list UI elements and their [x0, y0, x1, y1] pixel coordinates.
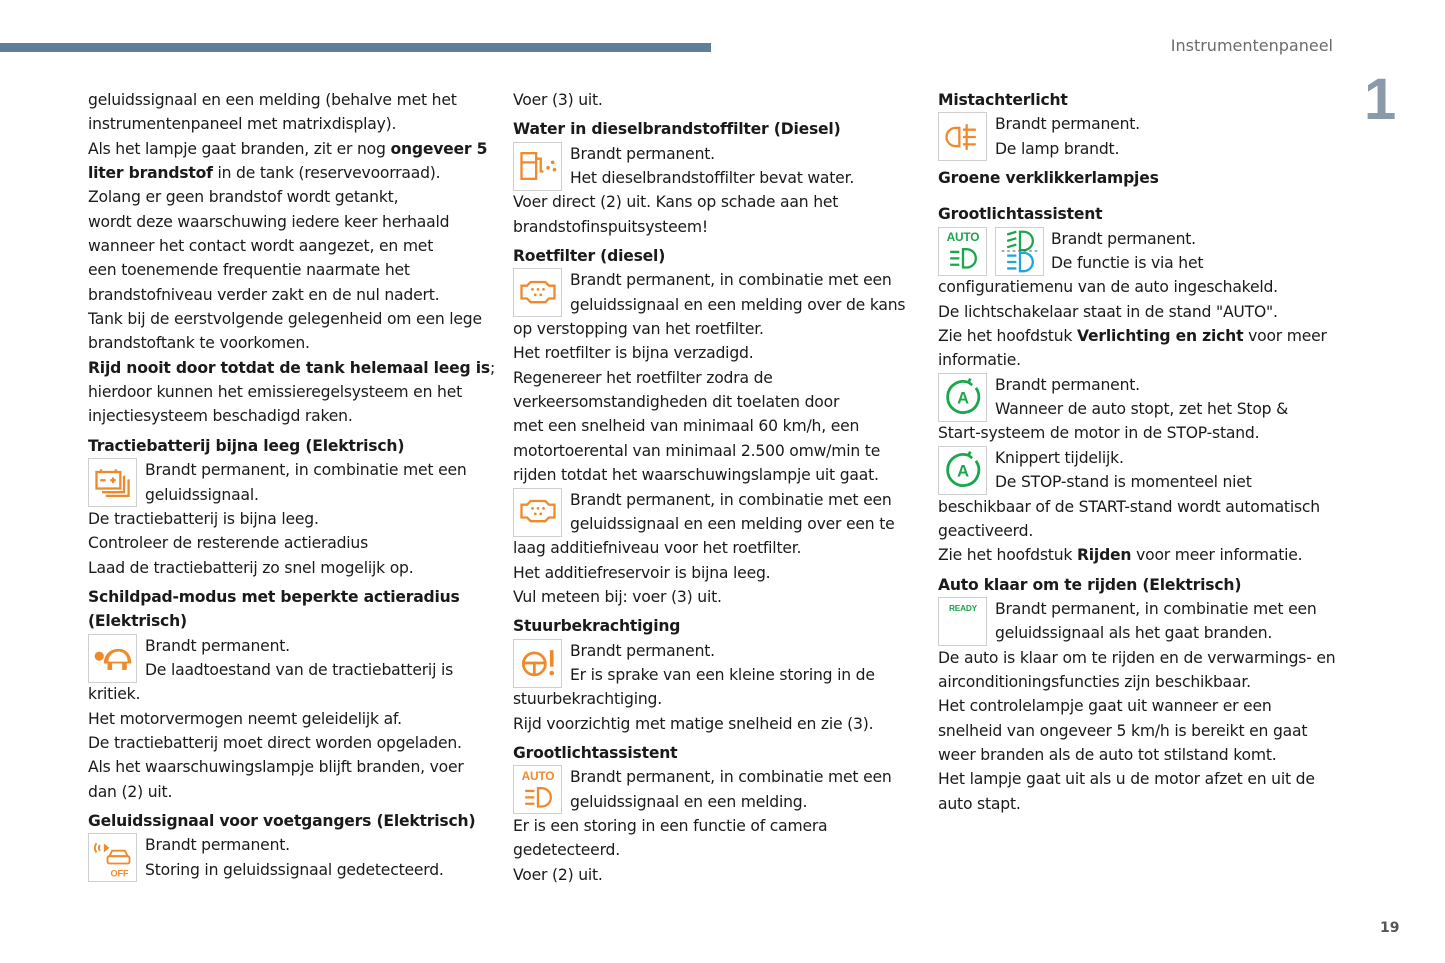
- text-line: De functie is via het: [1051, 254, 1204, 273]
- text-line: geluidssignaal.: [145, 485, 259, 504]
- warning-light-entry: [513, 142, 933, 239]
- text-line: configuratiemenu van de auto ingeschakeld.: [938, 278, 1278, 297]
- bold-text: Rijden: [1076, 546, 1132, 565]
- text-span: ;: [489, 358, 496, 377]
- paragraph: [513, 88, 933, 112]
- text-line: Stuurbekrachtiging: [513, 617, 681, 636]
- auto-high-beam-orange-icon: [513, 765, 562, 814]
- icon-label: AUTO: [521, 768, 554, 783]
- text-line: Grootlichtassistent: [513, 743, 678, 762]
- text-span: Zie het hoofdstuk: [938, 327, 1077, 346]
- text-line: Er is sprake van een kleine storing in de: [570, 665, 875, 684]
- text-line: Brandt permanent, in combinatie met een: [570, 768, 892, 787]
- section-title: Instrumentenpaneel: [1170, 36, 1333, 55]
- text-line: dan (2) uit.: [88, 782, 173, 801]
- text-line: Brandt permanent.: [995, 375, 1140, 394]
- text-line: geluidssignaal als het gaat branden.: [995, 624, 1273, 643]
- text-line: Water in dieselbrandstoffilter (Diesel): [513, 120, 841, 139]
- text-line: De lichtschakelaar staat in de stand "AUTO".: [938, 302, 1278, 321]
- warning-light-entry: [88, 833, 508, 882]
- text-line: geluidssignaal en een melding.: [570, 792, 808, 811]
- icon-label: OFF: [110, 868, 128, 879]
- water-in-fuel-icon: [513, 142, 562, 191]
- text-line: Rijd voorzichtig met matige snelheid en zie (3).: [513, 714, 874, 733]
- text-span: Zie het hoofdstuk: [938, 546, 1077, 565]
- text-line: (Elektrisch): [88, 612, 187, 631]
- column-2: [513, 88, 933, 887]
- text-line: Brandt permanent, in combinatie met een: [145, 461, 467, 480]
- section-heading: [938, 88, 1358, 112]
- text-line: verkeersomstandigheden dit toelaten door: [513, 393, 840, 412]
- text-line: geluidssignaal en een melding over de kans: [570, 295, 906, 314]
- text-line: Het lampje gaat uit als u de motor afzet en uit de: [938, 770, 1315, 789]
- ready-icon: [938, 597, 987, 646]
- warning-light-entry: [938, 597, 1358, 816]
- text-line: Het dieselbrandstoffilter bevat water.: [570, 169, 855, 188]
- text-line: Brandt permanent, in combinatie met een: [570, 271, 892, 290]
- text-line: Brandt permanent, in combinatie met een: [995, 599, 1317, 618]
- bold-text: Verlichting en zicht: [1076, 327, 1244, 346]
- text-line: injectiesysteem beschadigd raken.: [88, 407, 353, 426]
- stop-start-icon: [938, 373, 987, 422]
- text-line: Vul meteen bij: voer (3) uit.: [513, 587, 722, 606]
- text-line: Het motorvermogen neemt geleidelijk af.: [88, 709, 402, 728]
- icon-label: READY: [948, 604, 977, 614]
- text-line: De lamp brandt.: [995, 139, 1120, 158]
- svg-text:A: A: [956, 389, 969, 408]
- text-line: Regenereer het roetfilter zodra de: [513, 368, 773, 387]
- text-line: informatie.: [938, 351, 1021, 370]
- warning-light-entry: [513, 268, 933, 487]
- text-span: Als het lampje gaat branden, zit er nog: [88, 139, 391, 158]
- page-number: 19: [1380, 920, 1400, 936]
- text-line: motortoerental van minimaal 2.500 omw/min te: [513, 441, 881, 460]
- warning-light-entry: [88, 634, 508, 804]
- text-line: Brandt permanent.: [1051, 229, 1196, 248]
- section-heading: [88, 585, 508, 634]
- paragraph: [88, 356, 508, 429]
- text-line: Brandt permanent, in combinatie met een: [570, 490, 892, 509]
- text-line: Brandt permanent.: [145, 836, 290, 855]
- warning-light-entry: [513, 765, 933, 887]
- warning-light-entry: [513, 488, 933, 610]
- bold-text: Rijd nooit door totdat de tank helemaal leeg is: [88, 358, 490, 377]
- text-line: Start-systeem de motor in de STOP-stand.: [938, 424, 1260, 443]
- text-line: [88, 137, 508, 161]
- text-line: wanneer het contact wordt aangezet, en met: [88, 237, 434, 256]
- text-span: voor meer informatie.: [1131, 546, 1303, 565]
- svg-text:A: A: [956, 462, 969, 481]
- text-line: geluidssignaal en een melding over een te: [570, 514, 895, 533]
- text-line: brandstoftank te voorkomen.: [88, 334, 310, 353]
- text-line: De tractiebatterij moet direct worden opgeladen.: [88, 733, 462, 752]
- text-span: in de tank (reservevoorraad).: [212, 164, 441, 183]
- text-line: Voer (2) uit.: [513, 865, 603, 884]
- warning-light-entry: [88, 458, 508, 580]
- warning-light-entry: [938, 227, 1358, 373]
- text-line: Grootlichtassistent: [938, 205, 1103, 224]
- text-line: airconditioningsfuncties zijn beschikbaar.: [938, 672, 1251, 691]
- text-line: Mistachterlicht: [938, 91, 1068, 109]
- text-line: Als het waarschuwingslampje blijft branden, voer: [88, 758, 464, 777]
- power-steering-icon: [513, 639, 562, 688]
- paragraph: [88, 307, 508, 356]
- text-line: Storing in geluidssignaal gedetecteerd.: [145, 860, 444, 879]
- rear-fog-light-icon: [938, 112, 987, 161]
- text-line: wordt deze waarschuwing iedere keer herhaald: [88, 212, 450, 231]
- bold-text: liter brandstof: [88, 164, 213, 183]
- warning-light-entry: [513, 639, 933, 736]
- text-line: Voer (3) uit.: [513, 91, 603, 109]
- header-bar: [0, 43, 711, 52]
- text-line: op verstopping van het roetfilter.: [513, 320, 764, 339]
- text-line: Groene verklikkerlampjes: [938, 169, 1159, 188]
- paragraph: [88, 137, 508, 186]
- text-line: Voer direct (2) uit. Kans op schade aan het: [513, 193, 839, 212]
- text-line: snelheid van ongeveer 5 km/h is bereikt en gaat: [938, 721, 1308, 740]
- text-line: Controleer de resterende actieradius: [88, 534, 369, 553]
- section-heading: [938, 573, 1358, 597]
- text-line: hierdoor kunnen het emissieregelsysteem en het: [88, 383, 463, 402]
- text-line: [88, 356, 508, 380]
- text-line: De auto is klaar om te rijden en de verwarmings- en: [938, 648, 1336, 667]
- text-line: [88, 161, 508, 185]
- column-1: [88, 88, 508, 882]
- text-line: brandstofniveau verder zakt en de nul nadert.: [88, 285, 440, 304]
- text-line: Brandt permanent.: [570, 144, 715, 163]
- text-line: De tractiebatterij is bijna leeg.: [88, 509, 319, 528]
- pedestrian-sound-off-icon: [88, 833, 137, 882]
- text-line: Auto klaar om te rijden (Elektrisch): [938, 575, 1242, 594]
- text-line: met een snelheid van minimaal 60 km/h, een: [513, 417, 860, 436]
- auto-high-beam-green-icon: [938, 227, 987, 276]
- text-line: Roetfilter (diesel): [513, 247, 666, 266]
- text-line: De STOP-stand is momenteel niet: [995, 473, 1252, 492]
- text-line: laag additiefniveau voor het roetfilter.: [513, 539, 802, 558]
- particle-filter-icon: [513, 268, 562, 317]
- text-line: instrumentenpaneel met matrixdisplay).: [88, 115, 397, 134]
- high-beam-switch-icon: [995, 227, 1044, 276]
- text-line: Knippert tijdelijk.: [995, 448, 1124, 467]
- text-line: Brandt permanent.: [145, 636, 290, 655]
- text-span: voor meer: [1243, 327, 1327, 346]
- text-line: Het controlelampje gaat uit wanneer er een: [938, 697, 1272, 716]
- section-heading: [938, 202, 1358, 226]
- text-line: stuurbekrachtiging.: [513, 690, 662, 709]
- text-line: een toenemende frequentie naarmate het: [88, 261, 410, 280]
- text-line: kritiek.: [88, 685, 141, 704]
- turtle-icon: [88, 634, 137, 683]
- text-line: geluidssignaal en een melding (behalve met het: [88, 91, 457, 109]
- section-heading: [513, 741, 933, 765]
- text-line: [938, 324, 1358, 348]
- bold-text: ongeveer 5: [390, 139, 488, 158]
- section-heading: [88, 809, 508, 833]
- section-heading: [513, 614, 933, 638]
- text-line: Tractiebatterij bijna leeg (Elektrisch): [88, 436, 405, 455]
- section-heading: [513, 244, 933, 268]
- section-heading: [513, 117, 933, 141]
- text-line: Brandt permanent.: [995, 115, 1140, 134]
- section-heading: [938, 166, 1358, 190]
- text-line: beschikbaar of de START-stand wordt automatisch: [938, 497, 1320, 516]
- particle-filter-icon: [513, 488, 562, 537]
- text-line: De laadtoestand van de tractiebatterij is: [145, 660, 454, 679]
- warning-light-entry: [938, 446, 1358, 568]
- paragraph: [88, 88, 508, 137]
- text-line: weer branden als de auto tot stilstand komt.: [938, 745, 1277, 764]
- text-line: rijden totdat het waarschuwingslampje uit gaat.: [513, 466, 879, 485]
- text-line: Laad de tractiebatterij zo snel mogelijk op.: [88, 558, 414, 577]
- paragraph: [88, 185, 508, 307]
- column-3: [938, 88, 1358, 816]
- text-line: Het additiefreservoir is bijna leeg.: [513, 563, 771, 582]
- battery-icon: [88, 458, 137, 507]
- text-line: auto stapt.: [938, 794, 1021, 813]
- text-line: geactiveerd.: [938, 521, 1034, 540]
- stop-start-icon: [938, 446, 987, 495]
- text-line: Brandt permanent.: [570, 641, 715, 660]
- text-line: Schildpad-modus met beperkte actieradius: [88, 587, 460, 606]
- text-line: Het roetfilter is bijna verzadigd.: [513, 344, 754, 363]
- text-line: Er is een storing in een functie of camera: [513, 816, 828, 835]
- text-line: [938, 543, 1358, 567]
- text-line: brandstofinspuitsysteem!: [513, 217, 708, 236]
- icon-label: AUTO: [946, 230, 979, 245]
- chapter-number: 1: [1364, 67, 1397, 132]
- text-line: gedetecteerd.: [513, 841, 620, 860]
- warning-light-entry: [938, 112, 1358, 161]
- section-heading: [88, 434, 508, 458]
- text-line: Wanneer de auto stopt, zet het Stop &: [995, 400, 1289, 419]
- text-line: Geluidssignaal voor voetgangers (Elektrisch): [88, 811, 476, 830]
- text-line: Tank bij de eerstvolgende gelegenheid om een lege: [88, 310, 482, 329]
- text-line: Zolang er geen brandstof wordt getankt,: [88, 188, 399, 207]
- warning-light-entry: [938, 373, 1358, 446]
